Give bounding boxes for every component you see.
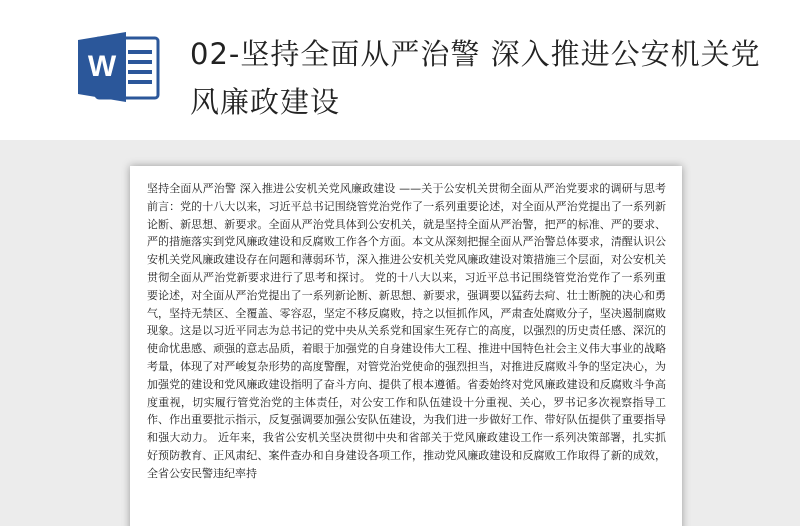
word-document-icon bbox=[76, 30, 162, 104]
word-icon-letter: W bbox=[87, 50, 117, 83]
document-body-text: 坚持全面从严治警 深入推进公安机关党风廉政建设 ——关于公安机关贯彻全面从严治党要求的调研与思考 前言：党的十八大以来，习近平总书记围绕管党治党作了一系列重要论述，对全面从严治党提出了一系列新论断、新思想、新要求。全面从严治党具体到公安机关，就是坚持全面从严治警，把严的标准、严的要求、严的措施落实到党风廉政建设和反腐败工作各个方面。本文从深刻把握全面从严治警总体要求，清醒认识公安机关党风廉政建设存在问题和薄弱环节，深入推进公安机关党风廉政建设对策措施三个层面，对公安机关贯彻全面从严治党新要求进行了思考和探讨。 党的十八大以来，习近平总书记围绕管党治党作了一系列重要论述，对全面从严治党提出了一系列新论断、新思想、新要求，强调要以猛药去疴、壮士断腕的决心和勇气，坚持无禁区、全覆盖、零容忍，坚定不移反腐败，持之以恒抓作风，严肃查处腐败分子，坚决遏制腐败现象。这是以习近平同志为总书记的党中央从关系党和国家生死存亡的高度，以强烈的历史责任感、深沉的使命忧患感、顽强的意志品质，着眼于加强党的自身建设伟大工程、推进中国特色社会主义伟大事业的战略考量，体现了对严峻复杂形势的高度警醒，对管党治党使命的强烈担当，对推进反腐败斗争的坚定决心，为加强党的建设和党风廉政建设指明了奋斗方向、提供了根本遵循。省委始终对党风廉政建设和反腐败斗争高度重视，切实履行管党治党的主体责任，对公安工作和队伍建设十分重视、关心，罗书记多次视察指导工作、作出重要批示指示，反复强调要加强公安队伍建设，为我们进一步做好工作、带好队伍提供了重要指导和强大动力。 近年来，我省公安机关坚决贯彻中央和省部关于党风廉政建设工作一系列决策部署，扎实抓好预防教育、正风肃纪、案件查办和自身建设各项工作，推动党风廉政建设和反腐败工作取得了新的成效，全省公安民警违纪率持 bbox=[147, 182, 666, 480]
document-header bbox=[0, 0, 800, 140]
document-title: 02-坚持全面从严治警 深入推进公安机关党风廉政建设 bbox=[190, 37, 761, 119]
